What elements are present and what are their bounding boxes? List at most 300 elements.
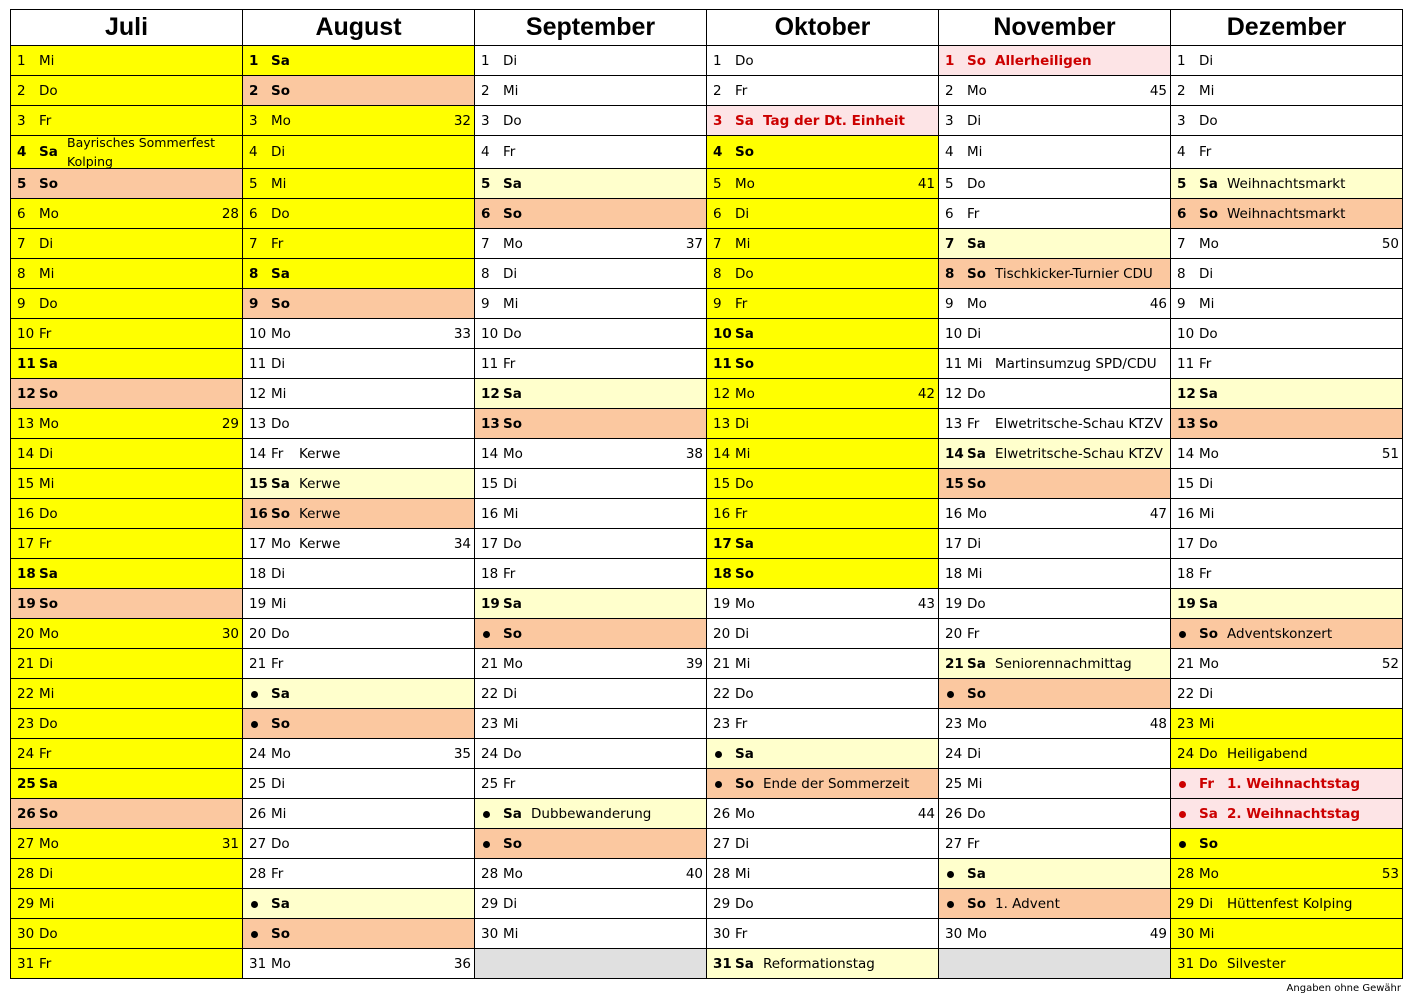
weekday: So <box>967 265 986 282</box>
day-cell <box>707 199 939 229</box>
day-cell <box>939 469 1171 499</box>
day-cell <box>243 499 475 529</box>
day-number: 9 <box>17 295 26 312</box>
day-number: 28 <box>481 865 499 882</box>
weekday: Sa <box>503 595 522 612</box>
weekday: Mo <box>271 535 291 552</box>
day-number: 23 <box>713 715 731 732</box>
day-number: 7 <box>945 235 955 252</box>
day-cell <box>11 259 243 289</box>
day-cell <box>939 439 1171 469</box>
day-cell <box>475 559 707 589</box>
day-cell <box>939 769 1171 799</box>
weekday: Fr <box>735 82 748 99</box>
day-number: 19 <box>17 595 36 612</box>
weekday: Mi <box>1199 505 1215 522</box>
weekday: Do <box>503 535 522 552</box>
day-number: 28 <box>249 865 267 882</box>
day-number: 10 <box>1177 325 1195 342</box>
day-number: 25 <box>481 775 499 792</box>
weekday: Di <box>1199 265 1214 282</box>
weekday: Di <box>271 775 286 792</box>
week-number: 30 <box>221 625 239 642</box>
day-number: 27 <box>17 835 35 852</box>
day-cell <box>243 136 475 169</box>
weekday: Do <box>1199 745 1218 762</box>
weekday: Fr <box>1199 775 1215 792</box>
day-cell <box>1171 829 1403 859</box>
day-number: 19 <box>249 595 267 612</box>
weekday: Mi <box>271 805 287 822</box>
weekday: Mi <box>735 235 751 252</box>
week-number: 34 <box>453 535 471 552</box>
week-number: 46 <box>1149 295 1167 312</box>
day-number: 3 <box>713 112 723 129</box>
day-cell <box>11 469 243 499</box>
weekday: Do <box>39 295 58 312</box>
day-number: 5 <box>17 175 27 192</box>
day-number: 13 <box>1177 415 1196 432</box>
weekday: Mo <box>735 805 755 822</box>
day-number: 31 <box>17 955 35 972</box>
event-label: Weihnachtsmarkt <box>1227 175 1346 192</box>
day-cell <box>11 46 243 76</box>
bullet-icon <box>243 686 271 702</box>
day-cell <box>11 229 243 259</box>
day-number: 10 <box>17 325 35 342</box>
day-number: 2 <box>1177 82 1186 99</box>
day-cell <box>1171 349 1403 379</box>
day-cell <box>939 919 1171 949</box>
weekday: So <box>1199 415 1218 432</box>
day-number: 24 <box>17 745 35 762</box>
day-cell <box>1171 739 1403 769</box>
day-cell <box>11 949 243 979</box>
day-cell <box>1171 529 1403 559</box>
day-number: 25 <box>17 775 36 792</box>
day-number: 4 <box>481 144 490 160</box>
day-cell <box>707 169 939 199</box>
day-number: 11 <box>713 355 732 372</box>
week-number: 47 <box>1149 505 1167 522</box>
weekday: Di <box>503 52 518 69</box>
day-number: 11 <box>481 355 499 372</box>
weekday: Do <box>967 805 986 822</box>
bullet-icon <box>475 806 503 822</box>
day-cell <box>243 829 475 859</box>
weekday: Sa <box>271 685 290 702</box>
day-number: 16 <box>481 505 499 522</box>
day-number: 9 <box>1177 295 1186 312</box>
day-cell <box>243 739 475 769</box>
day-cell <box>1171 559 1403 589</box>
day-number: 11 <box>17 355 36 372</box>
weekday: Do <box>39 82 58 99</box>
day-number: 12 <box>17 385 36 402</box>
bullet-icon <box>1171 626 1199 642</box>
weekday: Mo <box>967 505 987 522</box>
weekday: Mi <box>967 355 983 372</box>
day-number: 15 <box>945 475 964 492</box>
day-number: 5 <box>1177 175 1187 192</box>
week-number: 52 <box>1381 655 1399 672</box>
day-number: 19 <box>481 595 500 612</box>
weekday: Mi <box>271 595 287 612</box>
day-number: 4 <box>249 144 258 160</box>
day-cell <box>475 349 707 379</box>
week-number: 48 <box>1149 715 1167 732</box>
day-cell <box>707 319 939 349</box>
day-number: 15 <box>713 475 731 492</box>
month-header: Dezember <box>1171 10 1403 46</box>
day-number: 2 <box>713 82 722 99</box>
day-cell <box>1171 469 1403 499</box>
day-cell <box>939 559 1171 589</box>
day-number: 13 <box>713 415 731 432</box>
weekday: Sa <box>967 655 986 672</box>
weekday: Do <box>1199 955 1218 972</box>
day-number: 7 <box>17 235 26 252</box>
day-cell <box>11 919 243 949</box>
day-number: 9 <box>945 295 954 312</box>
day-number: 3 <box>17 112 26 129</box>
day-cell <box>243 259 475 289</box>
weekday: Di <box>1199 685 1214 702</box>
week-number: 50 <box>1381 235 1399 252</box>
weekday: Di <box>1199 52 1214 69</box>
day-cell <box>11 889 243 919</box>
day-cell <box>475 649 707 679</box>
weekday: Do <box>271 835 290 852</box>
weekday: Mi <box>735 655 751 672</box>
day-number: 20 <box>713 625 731 642</box>
weekday: Mi <box>39 685 55 702</box>
week-number: 33 <box>453 325 471 342</box>
day-cell <box>939 169 1171 199</box>
day-number: 16 <box>1177 505 1195 522</box>
day-number: 4 <box>17 144 27 160</box>
day-cell <box>243 229 475 259</box>
day-cell <box>1171 709 1403 739</box>
weekday: So <box>1199 835 1218 852</box>
weekday: Fr <box>271 445 284 462</box>
week-number: 37 <box>685 235 703 252</box>
day-number: 9 <box>713 295 722 312</box>
day-number: 17 <box>481 535 499 552</box>
weekday: Mi <box>503 505 519 522</box>
weekday: Fr <box>735 505 748 522</box>
weekday: Di <box>271 144 286 160</box>
weekday: Sa <box>1199 385 1218 402</box>
weekday: So <box>271 295 290 312</box>
day-cell <box>243 619 475 649</box>
disclaimer-note: Angaben ohne Gewähr <box>1286 983 1401 994</box>
weekday: So <box>735 565 754 582</box>
day-number: 3 <box>945 112 954 129</box>
weekday: Mo <box>39 205 59 222</box>
day-cell <box>243 379 475 409</box>
event-label: Silvester <box>1227 955 1286 972</box>
day-cell <box>1171 619 1403 649</box>
weekday: Di <box>39 865 54 882</box>
bullet-icon <box>243 926 271 942</box>
weekday: Fr <box>1199 355 1212 372</box>
weekday: Do <box>39 505 58 522</box>
day-cell <box>939 106 1171 136</box>
day-number: 3 <box>249 112 258 129</box>
event-label: Weihnachtsmarkt <box>1227 205 1346 222</box>
weekday: Sa <box>735 535 754 552</box>
weekday: Sa <box>735 745 754 762</box>
day-cell <box>939 349 1171 379</box>
day-number: 1 <box>1177 52 1186 69</box>
day-cell <box>1171 136 1403 169</box>
weekday: Sa <box>39 775 58 792</box>
week-number: 44 <box>917 805 935 822</box>
day-cell <box>243 889 475 919</box>
day-number: 26 <box>713 805 731 822</box>
day-number: 8 <box>17 265 26 282</box>
weekday: Mi <box>39 52 55 69</box>
day-cell <box>11 409 243 439</box>
day-number: 26 <box>17 805 36 822</box>
day-number: 7 <box>713 235 722 252</box>
week-number: 36 <box>453 955 471 972</box>
weekday: Mo <box>39 625 59 642</box>
weekday: Do <box>503 745 522 762</box>
weekday: Fr <box>735 925 748 942</box>
weekday: Fr <box>39 745 52 762</box>
day-cell <box>11 709 243 739</box>
day-cell <box>475 799 707 829</box>
week-number: 29 <box>221 415 239 432</box>
day-cell <box>11 829 243 859</box>
weekday: Sa <box>967 865 986 882</box>
bullet-icon <box>1171 776 1199 792</box>
day-number: 28 <box>713 865 731 882</box>
week-number: 42 <box>917 385 935 402</box>
weekday: Mo <box>39 835 59 852</box>
day-number: 9 <box>249 295 259 312</box>
day-number: 13 <box>945 415 963 432</box>
day-cell <box>1171 199 1403 229</box>
weekday: Mo <box>503 235 523 252</box>
day-number: 25 <box>945 775 963 792</box>
day-number: 6 <box>17 205 26 222</box>
day-cell <box>1171 949 1403 979</box>
weekday: Do <box>1199 325 1218 342</box>
weekday: Mo <box>1199 445 1219 462</box>
day-cell <box>939 76 1171 106</box>
day-cell <box>11 619 243 649</box>
day-cell <box>939 289 1171 319</box>
day-cell <box>11 589 243 619</box>
weekday: Mi <box>967 144 983 160</box>
event-label: Allerheiligen <box>995 52 1092 69</box>
day-number: 18 <box>713 565 732 582</box>
day-number: 12 <box>945 385 963 402</box>
day-cell <box>475 619 707 649</box>
day-cell <box>1171 769 1403 799</box>
day-cell <box>475 589 707 619</box>
day-cell <box>939 679 1171 709</box>
day-number: 5 <box>481 175 491 192</box>
day-cell <box>243 799 475 829</box>
day-cell <box>1171 859 1403 889</box>
day-number: 2 <box>17 82 26 99</box>
event-label: Elwetritsche-Schau KTZV <box>995 415 1163 432</box>
day-number: 15 <box>17 475 35 492</box>
day-cell <box>243 319 475 349</box>
day-number: 27 <box>945 835 963 852</box>
weekday: Mi <box>735 865 751 882</box>
day-cell <box>939 529 1171 559</box>
weekday: Mi <box>503 925 519 942</box>
day-cell <box>939 46 1171 76</box>
day-number: 18 <box>249 565 267 582</box>
day-number: 4 <box>1177 144 1186 160</box>
weekday: Do <box>503 325 522 342</box>
bullet-icon <box>475 626 503 642</box>
day-cell <box>243 199 475 229</box>
event-label: Heiligabend <box>1227 745 1308 762</box>
day-number: 31 <box>1177 955 1195 972</box>
day-number: 19 <box>713 595 731 612</box>
day-number: 28 <box>17 865 35 882</box>
day-cell <box>11 199 243 229</box>
day-number: 23 <box>1177 715 1195 732</box>
day-cell <box>1171 379 1403 409</box>
weekday: Mo <box>735 175 755 192</box>
day-cell <box>707 559 939 589</box>
day-cell <box>475 199 707 229</box>
day-number: 21 <box>945 655 964 672</box>
weekday: So <box>271 505 290 522</box>
day-cell <box>939 739 1171 769</box>
day-number: 24 <box>945 745 963 762</box>
bullet-icon <box>939 896 967 912</box>
weekday: So <box>39 175 58 192</box>
day-number: 8 <box>713 265 722 282</box>
day-number: 7 <box>481 235 490 252</box>
day-number: 5 <box>945 175 954 192</box>
calendar-grid <box>10 9 1403 979</box>
day-number: 23 <box>17 715 35 732</box>
weekday: Do <box>735 895 754 912</box>
day-number: 2 <box>945 82 954 99</box>
day-cell <box>939 799 1171 829</box>
day-number: 20 <box>945 625 963 642</box>
weekday: Mi <box>503 295 519 312</box>
day-cell <box>1171 649 1403 679</box>
weekday: Mo <box>503 445 523 462</box>
day-number: 8 <box>945 265 955 282</box>
month-header: August <box>243 10 475 46</box>
weekday: Di <box>1199 895 1214 912</box>
day-cell <box>707 289 939 319</box>
weekday: So <box>967 475 986 492</box>
weekday: Mi <box>503 715 519 732</box>
day-cell <box>707 499 939 529</box>
day-number: 21 <box>713 655 731 672</box>
day-number: 26 <box>249 805 267 822</box>
weekday: Fr <box>39 535 52 552</box>
day-number: 6 <box>945 205 954 222</box>
week-number: 28 <box>221 205 239 222</box>
day-cell <box>243 289 475 319</box>
day-number: 16 <box>945 505 963 522</box>
weekday: Fr <box>271 865 284 882</box>
weekday: So <box>967 685 986 702</box>
weekday: So <box>503 625 522 642</box>
day-cell <box>243 46 475 76</box>
day-cell <box>11 859 243 889</box>
event-label: Elwetritsche-Schau KTZV <box>995 445 1163 462</box>
weekday: Di <box>967 325 982 342</box>
month-header: Juli <box>11 10 243 46</box>
day-number: 6 <box>249 205 258 222</box>
day-cell <box>1171 106 1403 136</box>
weekday: Mo <box>967 295 987 312</box>
day-number: 17 <box>1177 535 1195 552</box>
day-number: 10 <box>945 325 963 342</box>
weekday: Sa <box>503 805 522 822</box>
weekday: Sa <box>271 895 290 912</box>
day-number: 21 <box>249 655 267 672</box>
weekday: Fr <box>1199 565 1212 582</box>
day-cell <box>939 859 1171 889</box>
weekday: Mo <box>1199 655 1219 672</box>
day-number: 3 <box>1177 112 1186 129</box>
day-number: 14 <box>481 445 499 462</box>
weekday: Sa <box>1199 175 1218 192</box>
day-number: 25 <box>249 775 267 792</box>
weekday: Sa <box>967 235 986 252</box>
weekday: Di <box>271 565 286 582</box>
day-number: 12 <box>1177 385 1196 402</box>
week-number: 53 <box>1381 865 1399 882</box>
weekday: Mo <box>271 325 291 342</box>
day-cell <box>475 829 707 859</box>
day-cell <box>243 469 475 499</box>
day-cell <box>11 289 243 319</box>
weekday: Fr <box>967 205 980 222</box>
weekday: Do <box>967 175 986 192</box>
weekday: Mo <box>271 745 291 762</box>
weekday: Mo <box>503 655 523 672</box>
weekday: Mi <box>1199 715 1215 732</box>
weekday: Fr <box>271 655 284 672</box>
weekday: Do <box>967 385 986 402</box>
day-number: 14 <box>1177 445 1195 462</box>
day-cell <box>11 799 243 829</box>
weekday: Do <box>503 112 522 129</box>
day-cell <box>243 76 475 106</box>
day-number: 11 <box>249 355 267 372</box>
day-cell <box>707 679 939 709</box>
weekday: Sa <box>503 175 522 192</box>
weekday: Fr <box>735 295 748 312</box>
day-cell <box>707 769 939 799</box>
weekday: Mi <box>1199 82 1215 99</box>
day-cell <box>243 349 475 379</box>
day-number: 22 <box>481 685 499 702</box>
day-cell <box>475 769 707 799</box>
day-cell <box>939 829 1171 859</box>
day-cell <box>1171 439 1403 469</box>
day-cell <box>707 259 939 289</box>
day-cell <box>475 499 707 529</box>
